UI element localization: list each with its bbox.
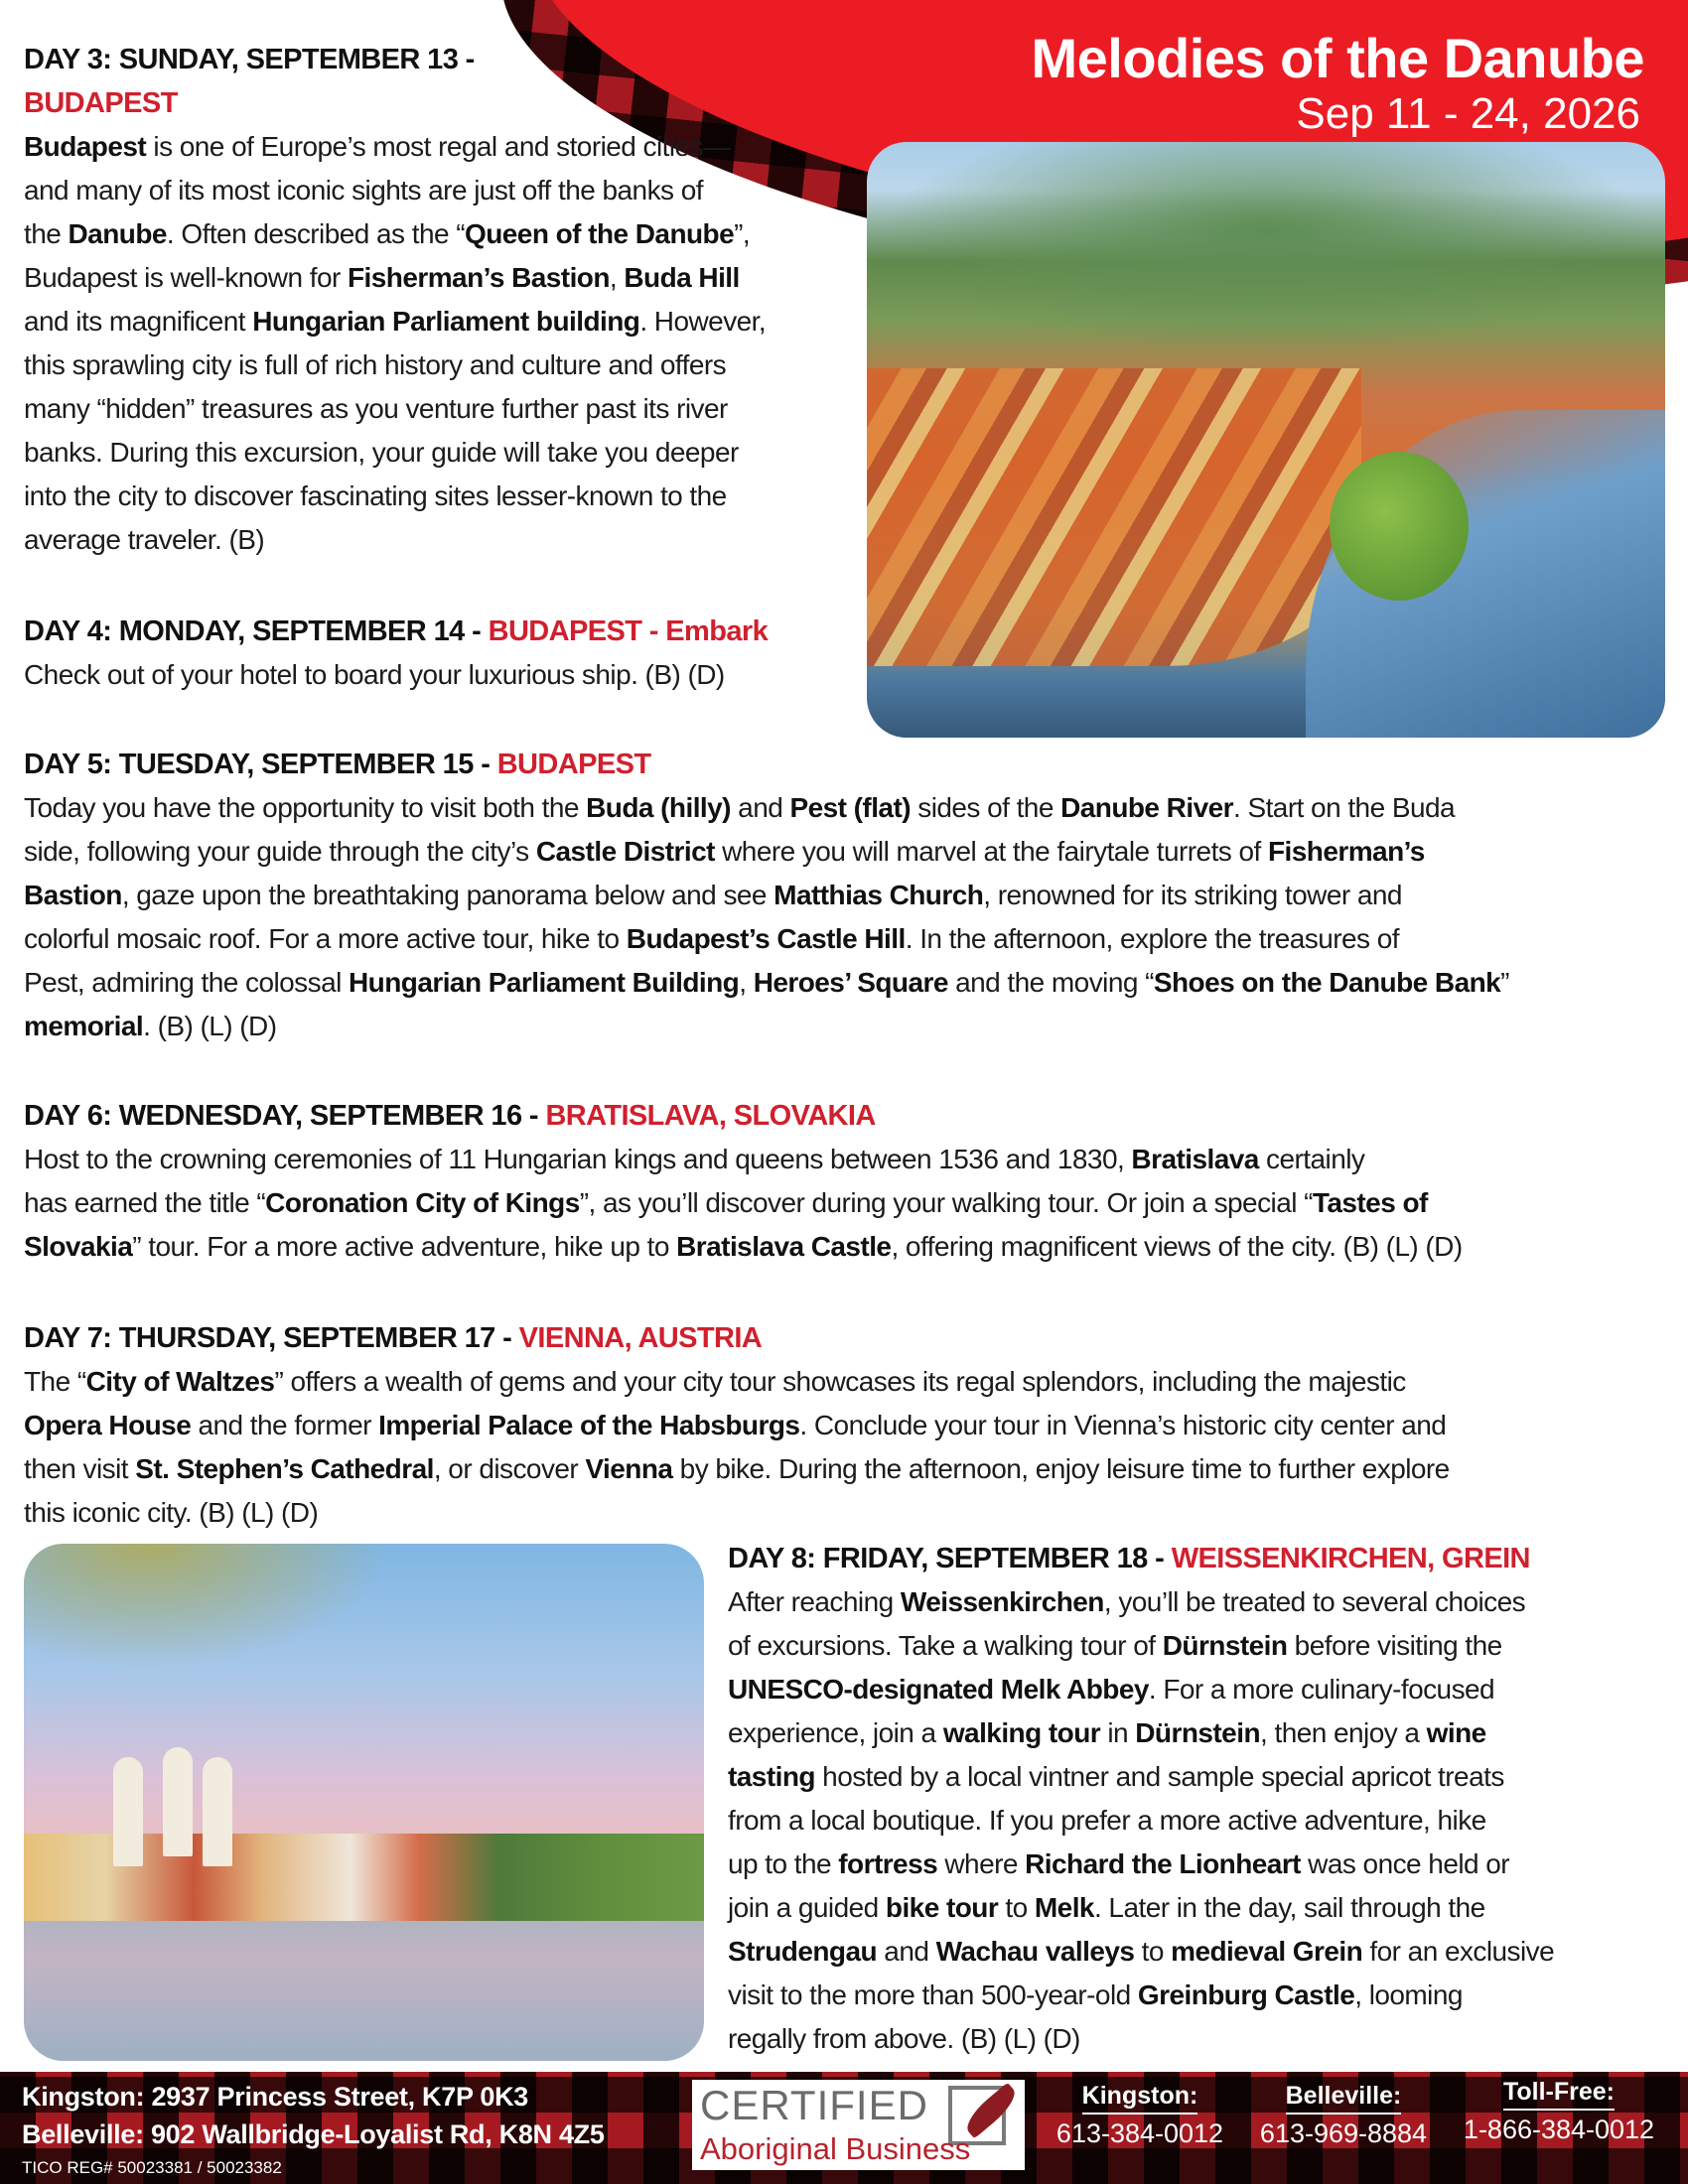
highlight-text: St. Stephen’s Cathedral [135,1453,434,1484]
text-line [24,874,1672,917]
text-line [24,212,868,256]
day-section [24,743,1672,1048]
photo-tower [203,1757,232,1866]
body-text: , you’ll be treated to several choices [1103,1586,1526,1617]
photo-tree [1330,452,1469,601]
body-text: . For a more culinary-focused [1148,1674,1495,1705]
logo-certified-text: CERTIFIED [700,2082,928,2128]
body-text: then visit [24,1453,136,1484]
body-text: regally from above. (B) (L) (D) [728,2023,1080,2054]
body-text: The “ [24,1366,86,1397]
day-heading: DAY 3: SUNDAY, SEPTEMBER 13 - [24,44,475,75]
photo-roofs [867,368,1361,666]
body-text: before visiting the [1287,1630,1502,1661]
phone-belleville[interactable] [1249,2082,1438,2149]
text-line [728,1799,1671,1843]
day-section [24,1316,1672,1535]
highlight-text: wine [1426,1717,1486,1748]
day-location: VIENNA, AUSTRIA [518,1322,763,1354]
highlight-text: Buda Hill [624,262,740,293]
text-line [728,1668,1671,1711]
day-location: BUDAPEST [496,749,651,780]
body-text: Host to the crowning ceremonies of 11 Hungarian kings and queens between 1536 and 1830, [24,1144,1132,1174]
text-line [24,1447,1672,1491]
text-line [728,1843,1671,1886]
text-line [728,1624,1671,1668]
phone-toll-free[interactable] [1445,2078,1673,2145]
body-text: After reaching [728,1586,901,1617]
highlight-text: Budapest [24,131,147,162]
highlight-text: Queen of the Danube [465,218,735,249]
day-description [24,653,868,697]
body-text: and many of its most iconic sights are just off the banks of [24,175,703,205]
highlight-text: Dürnstein [1135,1717,1260,1748]
body-text: side, following your guide through the city’s [24,836,536,867]
text-line [24,169,868,212]
text-line [24,475,868,518]
body-text: ”, as you’ll discover during your walking tour. Or join a special “ [579,1187,1313,1218]
body-text: into the city to discover fascinating sites lesser-known to the [24,480,727,511]
body-text: and the moving “ [947,967,1154,998]
highlight-text: Slovakia [24,1231,133,1262]
day-description [24,125,868,562]
text-line [24,1181,1672,1225]
body-text: ” tour. For a more active adventure, hike up to [132,1231,677,1262]
body-text: . In the afternoon, explore the treasures of [905,923,1399,954]
highlight-text: Coronation City of Kings [265,1187,580,1218]
text-line [728,1974,1671,2017]
highlight-text: walking tour [942,1717,1101,1748]
highlight-text: Hungarian Parliament building [252,306,640,337]
day-heading: DAY 4: MONDAY, SEPTEMBER 14 - [24,615,489,647]
body-text: . Conclude your tour in Vienna’s historic city center and [799,1410,1447,1440]
highlight-text: Matthias Church [774,880,984,910]
body-text: was once held or [1300,1848,1510,1879]
body-text: average traveler. (B) [24,524,265,555]
text-line [24,300,868,343]
text-line [24,1138,1672,1181]
day-section [24,610,868,697]
text-line [728,1930,1671,1974]
page-title: Melodies of the Danube [1031,27,1644,89]
highlight-text: Strudengau [728,1936,878,1967]
text-line [24,256,868,300]
body-text: is one of Europe’s most regal and storied cities— [146,131,731,162]
phone-number[interactable]: 1-866-384-0012 [1463,2115,1655,2144]
text-line [728,1755,1671,1799]
highlight-text: Vienna [585,1453,673,1484]
highlight-text: Fisherman’s Bastion [347,262,610,293]
body-text: , then enjoy a [1260,1717,1427,1748]
day-description [24,1138,1672,1269]
photo-danube-cityscape [24,1544,704,2061]
text-line [24,387,868,431]
phone-kingston[interactable] [1046,2082,1234,2149]
photo-branches [24,1544,432,1689]
highlight-text: Danube River [1060,792,1233,823]
text-line [24,830,1672,874]
day-heading: DAY 5: TUESDAY, SEPTEMBER 15 - [24,749,497,780]
phone-number[interactable]: 613-969-8884 [1259,2118,1428,2148]
highlight-text: Greinburg Castle [1137,1979,1355,2010]
day-description [24,1360,1672,1535]
text-line [24,1225,1672,1269]
day-heading: DAY 7: THURSDAY, SEPTEMBER 17 - [24,1322,519,1354]
body-text: for an exclusive [1362,1936,1555,1967]
text-line [24,1404,1672,1447]
body-text: Pest, admiring the colossal [24,967,349,998]
text-line [728,1711,1671,1755]
day-section [24,1094,1672,1269]
highlight-text: Richard the Lionheart [1025,1848,1301,1879]
body-text: . However, [639,306,767,337]
highlight-text: Dürnstein [1162,1630,1288,1661]
text-line [728,1580,1671,1624]
day-location: BRATISLAVA, SLOVAKIA [545,1100,876,1132]
body-text: ” offers a wealth of gems and your city tour showcases its regal splendors, including the majestic [274,1366,1406,1397]
body-text: in [1100,1717,1136,1748]
body-text: . Often described as the “ [166,218,465,249]
body-text: of excursions. Take a walking tour of [728,1630,1163,1661]
body-text: this iconic city. (B) (L) (D) [24,1497,319,1528]
text-line [728,1886,1671,1930]
highlight-text: bike tour [885,1892,999,1923]
text-line [24,518,868,562]
body-text: up to the [728,1848,839,1879]
body-text: . Start on the Buda [1232,792,1456,823]
body-text: where [937,1848,1026,1879]
body-text: sides of the [911,792,1061,823]
certified-aboriginal-business-logo [692,2080,1025,2170]
highlight-text: City of Waltzes [85,1366,275,1397]
body-text: to [998,1892,1035,1923]
body-text: , gaze upon the breathtaking panorama below and see [121,880,774,910]
body-text: join a guided [728,1892,886,1923]
highlight-text: Melk [1034,1892,1094,1923]
text-line [24,431,868,475]
body-text: and the former [191,1410,379,1440]
text-line [24,961,1672,1005]
body-text: . (B) (L) (D) [143,1011,277,1041]
highlight-text: Tastes of [1312,1187,1428,1218]
highlight-text: memorial [24,1011,144,1041]
highlight-text: Castle District [535,836,715,867]
highlight-text: Weissenkirchen [900,1586,1104,1617]
body-text: ”, [734,218,751,249]
body-text: ” [1500,967,1509,998]
body-text: , [739,967,754,998]
body-text: . Later in the day, sail through the [1093,1892,1485,1923]
body-text: Budapest is well-known for [24,262,348,293]
highlight-text: tasting [728,1761,815,1792]
phone-label: Belleville: [1286,2082,1402,2115]
tico-registration: TICO REG# 50023381 / 50023382 [22,2158,282,2177]
body-text: and its magnificent [24,306,253,337]
belleville-address: Belleville: 902 Wallbridge-Loyalist Rd, K8N 4Z5 [22,2119,605,2149]
text-line [24,917,1672,961]
body-text: , looming [1354,1979,1463,2010]
text-line [24,343,868,387]
highlight-text: Bratislava [1131,1144,1259,1174]
highlight-text: Imperial Palace of the Habsburgs [378,1410,800,1440]
day-location: WEISSENKIRCHEN, GREIN [1171,1543,1530,1574]
highlight-text: Wachau valleys [935,1936,1135,1967]
highlight-text: Heroes’ Square [753,967,948,998]
text-line [24,1005,1672,1048]
body-text: the [24,218,69,249]
body-text: Check out of your hotel to board your luxurious ship. (B) (D) [24,659,725,690]
body-text: colorful mosaic roof. For a more active tour, hike to [24,923,627,954]
body-text: , [609,262,625,293]
highlight-text: Opera House [24,1410,192,1440]
highlight-text: Buda (hilly) [586,792,731,823]
body-text: visit to the more than 500-year-old [728,1979,1138,2010]
highlight-text: Fisherman’s [1267,836,1425,867]
body-text: many “hidden” treasures as you venture further past its river [24,393,728,424]
highlight-text: Bastion [24,880,122,910]
highlight-text: Bratislava Castle [676,1231,892,1262]
text-line [24,125,868,169]
day-location: BUDAPEST [24,87,178,119]
phone-label: Kingston: [1082,2082,1198,2115]
body-text: and [877,1936,936,1967]
highlight-text: fortress [838,1848,938,1879]
day-heading: DAY 6: WEDNESDAY, SEPTEMBER 16 - [24,1100,546,1132]
photo-tower [113,1757,143,1866]
body-text: and [730,792,790,823]
logo-aboriginal-text: Aboriginal Business [700,2131,971,2166]
body-text: from a local boutique. If you prefer a more active adventure, hike [728,1805,1486,1836]
highlight-text: medieval Grein [1171,1936,1363,1967]
highlight-text: Budapest’s Castle Hill [626,923,906,954]
body-text: Today you have the opportunity to visit both the [24,792,587,823]
kingston-address: Kingston: 2937 Princess Street, K7P 0K3 [22,2082,529,2112]
day-description [24,786,1672,1048]
body-text: , renowned for its striking tower and [983,880,1402,910]
day-section [24,38,868,562]
day-section [728,1537,1671,2061]
body-text: , or discover [433,1453,586,1484]
body-text: , offering magnificent views of the city. (B) (L) (D) [891,1231,1463,1262]
photo-riverside-town [867,142,1665,738]
text-line [24,653,868,697]
text-line [24,786,1672,830]
highlight-text: Shoes on the Danube Bank [1153,967,1501,998]
day-heading: DAY 8: FRIDAY, SEPTEMBER 18 - [728,1543,1172,1574]
highlight-text: Danube [68,218,167,249]
trip-dates: Sep 11 - 24, 2026 [1296,89,1640,138]
body-text: to [1134,1936,1172,1967]
body-text: has earned the title “ [24,1187,266,1218]
phone-label: Toll-Free: [1503,2078,1615,2111]
text-line [728,2017,1671,2061]
body-text: banks. During this excursion, your guide will take you deeper [24,437,739,468]
body-text: experience, join a [728,1717,943,1748]
highlight-text: Pest (flat) [789,792,912,823]
body-text: hosted by a local vintner and sample special apricot treats [814,1761,1504,1792]
text-line [24,1360,1672,1404]
phone-number[interactable]: 613-384-0012 [1055,2118,1224,2148]
photo-tower [163,1747,193,1856]
highlight-text: Hungarian Parliament Building [349,967,740,998]
body-text: certainly [1258,1144,1365,1174]
highlight-text: UNESCO-designated Melk Abbey [728,1674,1149,1705]
body-text: where you will marvel at the fairytale turrets of [714,836,1268,867]
body-text: this sprawling city is full of rich history and culture and offers [24,349,727,380]
body-text: by bike. During the afternoon, enjoy leisure time to further explore [672,1453,1450,1484]
text-line [24,1491,1672,1535]
day-description [728,1580,1671,2061]
day-location: BUDAPEST - Embark [488,615,769,647]
